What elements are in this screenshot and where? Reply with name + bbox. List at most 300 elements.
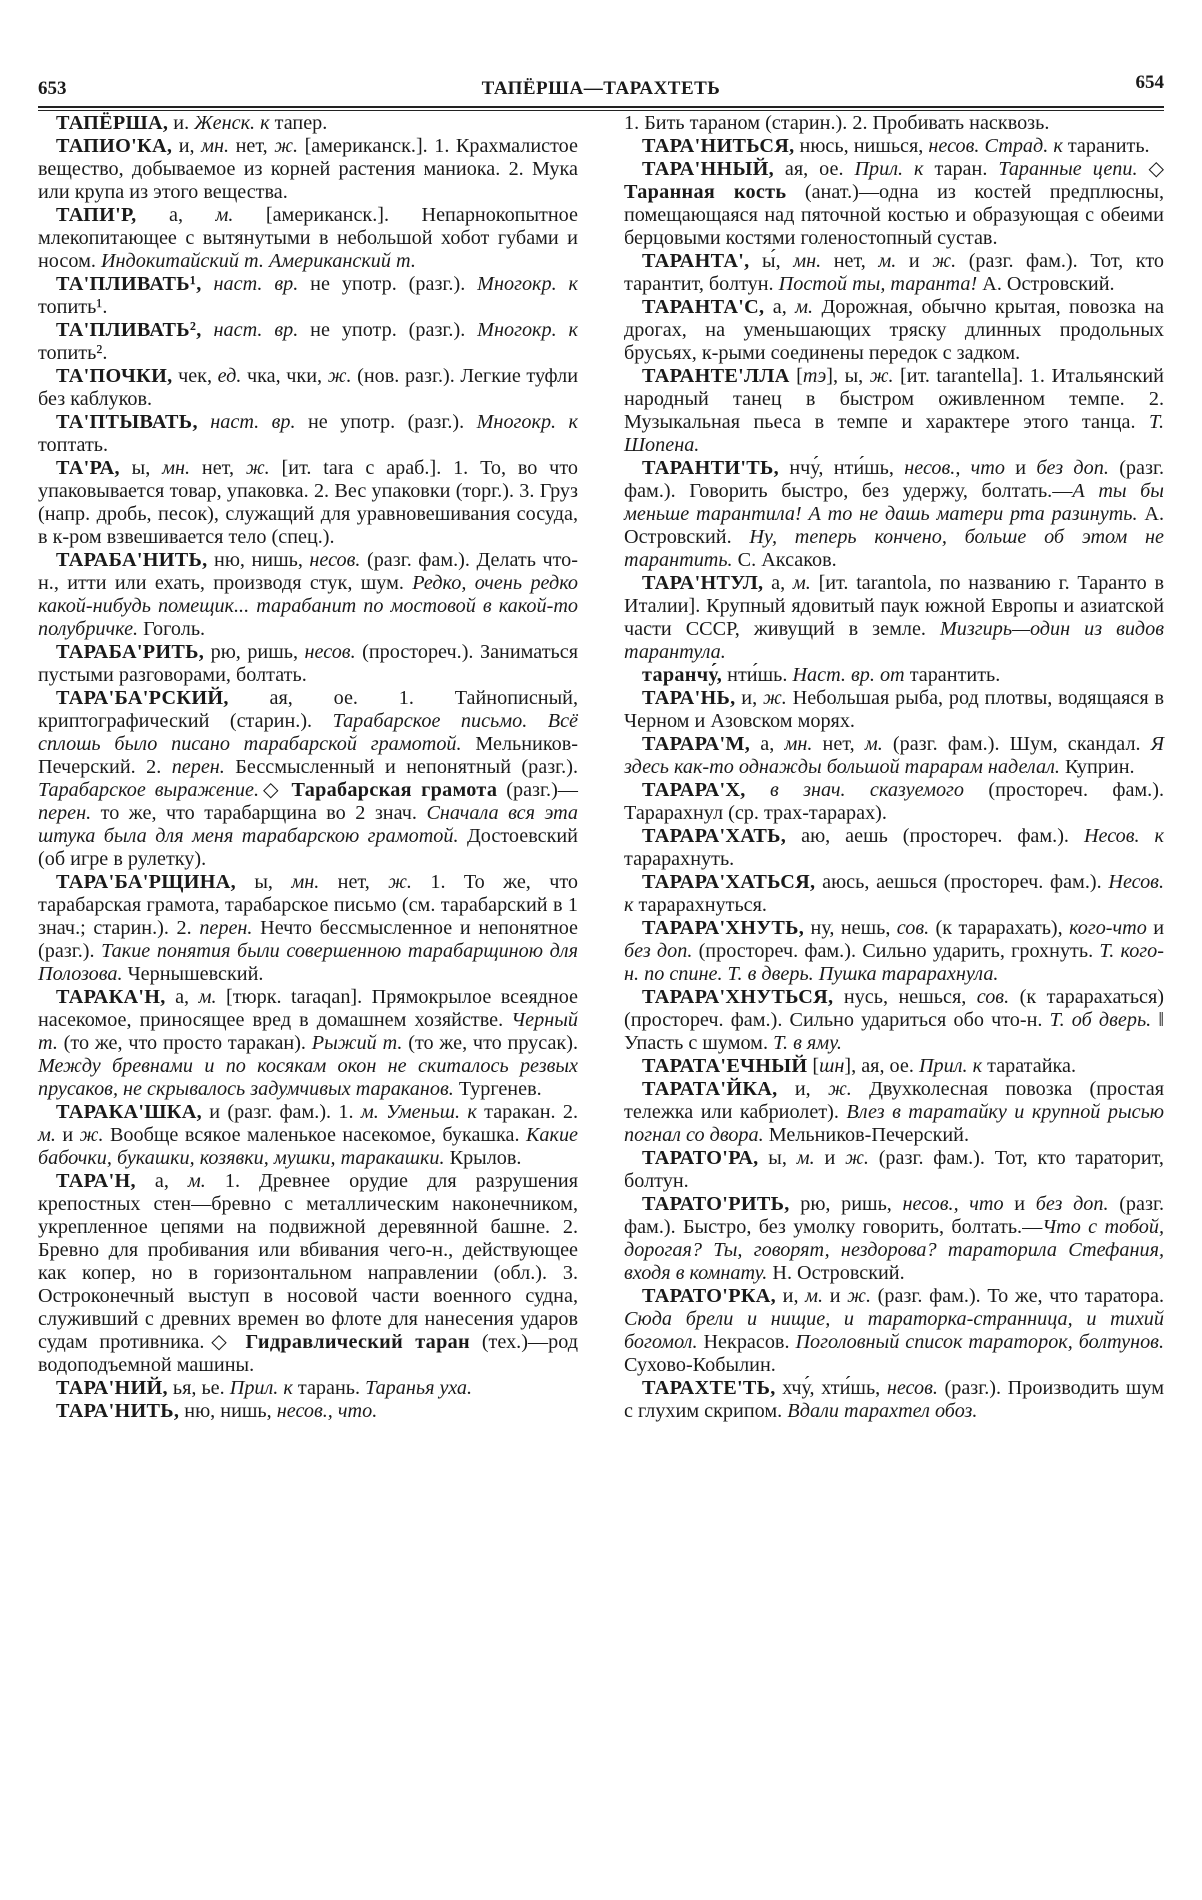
entry-italic-text: Тарабарское письмо. Всё сплошь было писано тарабарской грамотой. [38,710,578,755]
entry-text: рю, ришь, [789,1193,903,1215]
entry-text: (разг. фам.). Тот, кто тараторит, болтун. [624,1147,1164,1192]
page-number-left: 653 [38,78,67,99]
entry-italic-text: без доп. [624,940,693,962]
entry-text: [ит. tarantella]. 1. Итальянский народный танец в быстром оживленном темпе. 2. Музыкальная пьеса в темпе и характере этого танца. [624,365,1164,433]
entry-text: [ит. tarantola, по названию г. Таранто в Италии]. Крупный ядовитый паук южной Европы и азиатской части СССР, живущий в земле. [624,572,1164,640]
entry-text: ы, [758,1147,797,1169]
entry-text: и [55,1124,80,1146]
entry-italic-text: несов. Страд. [928,135,1049,157]
dictionary-entry [624,135,1164,158]
entry-text: хчу́, хти́шь, [775,1377,887,1399]
entry-text: тарань. [292,1377,366,1399]
entry-text: (простореч. фам.). Сильно ударить, грохнуть. [692,940,1100,962]
entry-headword: ТАРА'НИТЬСЯ, [642,135,795,157]
dictionary-entry [38,687,578,871]
entry-italic-text: Прил. [918,1055,968,1077]
entry-text: нет, [821,250,879,272]
entry-italic-text: м. [864,733,883,755]
entry-italic-text: сов. [976,986,1010,1008]
entry-text: ы́, [749,250,794,272]
entry-text: нет, [229,135,275,157]
entry-text: ◇ [259,779,292,801]
entry-italic-text: Я здесь как-то однажды большой тарарам наделал. [624,733,1164,778]
entry-italic-text: А ты бы меньше тарантила! А то не дашь матери рта разинуть. [624,480,1164,525]
entry-text: и [1004,457,1037,479]
entry-italic-text: Т. в яму. [773,1032,842,1054]
entry-headword: ТА'ПОЧКИ, [56,365,173,387]
entry-text: Гоголь. [138,618,206,640]
entry-text: (то же, что прусак). [402,1032,579,1054]
entry-text: а, [165,986,199,1008]
entry-italic-text: м. [187,1170,206,1192]
entry-text: а, [763,572,793,594]
entry-italic-text: несов. [309,549,361,571]
entry-text: и. [168,112,195,134]
entry-text: а, [764,296,796,318]
entry-headword: ТАПИО'КА, [56,135,173,157]
entry-text: ню, нишь, [179,1400,277,1422]
entry-italic-text: Таранные цепи. [998,158,1138,180]
entry-text: ‖ Упасть с шумом. [624,1009,1165,1054]
entry-text: топить². [38,342,108,364]
entry-text: [американск.]. 1. Крахмалистое вещество, добываемое из корней растения маниока. 2. Мука или крупа из этого вещества. [38,135,578,203]
entry-text: Вообще всякое маленькое насекомое, букашка. [103,1124,526,1146]
entry-headword: ТАРАТО'РА, [642,1147,759,1169]
entry-text: Н. Островский. [767,1262,905,1284]
entry-italic-text: перен. [38,802,92,824]
entry-headword: ТАРАТА'ЕЧНЫЙ [642,1055,808,1077]
entry-text: и, [776,1285,806,1307]
entry-text: ы, [235,871,292,893]
entry-text: (нов. разг.). Легкие туфли без каблуков. [38,365,579,410]
entry-text: аю, аешь (простореч. фам.). [786,825,1084,847]
entry-headword: ТАРАТА'ЙКА, [642,1078,778,1100]
entry-text: (разг. фам.). Делать что-н., итти или ехать, производя стук, шум. [38,549,578,594]
entry-headword: ТАРА'ННЫЙ, [642,158,774,180]
entry-italic-text: без доп. [1035,1193,1109,1215]
entry-italic-text: мн. [291,871,320,893]
entry-italic-text: ж. [869,365,894,387]
dictionary-entry [624,158,1164,250]
entry-italic-text: к [1154,825,1164,847]
dictionary-entry [624,1285,1164,1377]
entry-headword: ТАРА'БА'РСКИЙ, [56,687,229,709]
entry-text: Мельников-Печерский. 2. [38,733,578,778]
entry-italic-text: Поголовный список тараторок, болтунов. [795,1331,1164,1353]
header-rule [38,106,1164,111]
entry-headword: ТАРАНТА', [642,250,750,272]
entry-italic-text: сов. [896,917,930,939]
entry-text: (разг. фам.). То же, что таратора. [871,1285,1164,1307]
entry-text: Мельников-Печерский. [763,1124,970,1146]
entry-headword: ТАРА'БА'РЩИНА, [56,871,236,893]
dictionary-entry [38,319,578,365]
entry-text: то же, что тарабарщина во 2 знач. [91,802,427,824]
entry-italic-text: м. [792,572,811,594]
entry-text: таранить. [1062,135,1150,157]
entry-text: нет, [319,871,389,893]
entry-italic-text: Многокр. [476,411,557,433]
entry-italic-text: несов., что [902,1193,1004,1215]
entry-text: Двухколесная повозка (простая тележка или кабриолет). [624,1078,1164,1123]
entry-headword: ТАРАНТА'С, [642,296,765,318]
dictionary-entry [624,457,1164,572]
entry-italic-text: м. [198,986,217,1008]
entry-italic-text: к [972,1055,983,1077]
entry-text: ], ы, [826,365,870,387]
entry-italic-text: ж. [388,871,412,893]
entry-italic-text: кого-что [1069,917,1147,939]
entry-italic-text: ед. [217,365,242,387]
entry-text: (простореч. фам.). Тарарахнул (ср. трах-тарарах). [624,779,1164,824]
entry-italic-text: ж. [932,250,957,272]
entry-italic-text: мн. [784,733,813,755]
dictionary-entry [624,687,1164,733]
entry-italic-text: ж. [847,1285,871,1307]
entry-text: (разг. фам.). Говорить быстро, без удержу, болтать.— [624,457,1164,502]
entry-text [202,319,214,341]
entry-text: Тургенев. [453,1078,542,1100]
entry-text: чка, чки, [241,365,328,387]
dictionary-entry [38,986,578,1101]
entry-headword: Гидравлический таран [245,1331,470,1353]
entry-italic-text: наст. вр. [210,411,296,433]
dictionary-entry [624,365,1164,457]
entry-headword: ТАПИ'Р, [56,204,137,226]
entry-italic-text: несов. [304,641,356,663]
entry-text: нет, [190,457,246,479]
entry-italic-text: Несов. [1083,825,1140,847]
entry-italic-text: Женск. [194,112,256,134]
entry-text: тарантить. [904,664,1001,686]
entry-italic-text: Т. об дверь. [1049,1009,1152,1031]
dictionary-entry [38,1101,578,1170]
entry-text: Сухово-Кобылин. [624,1354,776,1376]
entry-italic-text: к [568,273,578,295]
entry-italic-text: несов., что [904,457,1005,479]
entry-text: (разг.)— [497,779,578,801]
entry-text: 1. То же, что тарабарская грамота, тарабарское письмо (см. тарабарский в 1 знач.; старин.). 2. [38,871,578,939]
entry-italic-text: Что с тобой, дорогая? Ты, говорят, нездорова? тараторила Стефания, входя в комнату. [624,1216,1164,1284]
entry-headword: ТАРА'Н, [56,1170,136,1192]
entry-italic-text: Постой ты, таранта! [778,273,978,295]
entry-headword: ТАРАРА'ХНУТЬ, [642,917,805,939]
dictionary-entry [624,825,1164,871]
entry-headword: ТАРАРА'ХНУТЬСЯ, [642,986,834,1008]
entry-italic-text: м. [805,1285,824,1307]
dictionary-entry [38,641,578,687]
entry-text: ы, [119,457,163,479]
entry-headword: Тарабарская грамота [291,779,498,801]
entry-headword: ТА'ПЛИВАТЬ², [56,319,202,341]
entry-italic-text: Наст. вр. от [792,664,905,686]
entry-headword: ТА'РА, [56,457,120,479]
entry-text: Бессмысленный и непонятный (разг.). [224,756,578,778]
entry-italic-text: Таранья уха. [365,1377,473,1399]
entry-italic-text: наст. вр. [213,273,299,295]
entry-italic-text: к [283,1377,293,1399]
entry-text: не употр. (разг.). [295,411,477,433]
entry-text: (простореч.). Заниматься пустыми разговорами, болтать. [38,641,578,686]
entry-text: ню, нишь, [207,549,310,571]
entry-italic-text: тэ [802,365,827,387]
entry-italic-text: м. [878,250,897,272]
entry-text: и (разг. фам.). 1. [201,1101,361,1123]
entry-text: и [823,1285,848,1307]
entry-text: и [896,250,933,272]
entry-headword: ТАРАНТИ'ТЬ, [642,457,780,479]
entry-text: топтать. [38,434,109,456]
entry-italic-text: Рыжий т. [311,1032,403,1054]
entry-text: (разг. фам.). Тот, кто тарантит, болтун. [624,250,1164,295]
entry-text: не употр. (разг.). [298,273,478,295]
entry-text: не употр. (разг.). [298,319,478,341]
entry-text: таракан. 2. [476,1101,578,1123]
entry-italic-text: к [914,158,924,180]
dictionary-entry [38,135,578,204]
entry-text: [ [807,1055,820,1077]
dictionary-entry [38,273,578,319]
entry-text: а, [136,204,216,226]
entry-italic-text: несов. [886,1377,938,1399]
dictionary-entry [624,779,1164,825]
entry-text: (анат.)—одна из костей предплюсны, помещающаяся над пяточной костью и образующая с обеими берцовыми костями голеностопный сустав. [624,181,1164,249]
entry-text: Нечто бессмысленное и непонятное (разг.). [38,917,578,962]
entry-italic-text: несов., что. [276,1400,378,1422]
entry-headword: ТАРАРА'ХАТЬ, [642,825,787,847]
entry-headword: ТАРА'НТУЛ, [642,572,764,594]
entry-text: Крылов. [444,1147,522,1169]
dictionary-entry [624,1078,1164,1147]
dictionary-entry [38,1400,578,1423]
page-number-right: 654 [1135,72,1164,93]
dictionary-entry [624,572,1164,664]
entry-headword: Таранная кость [624,181,787,203]
entry-text: тарарахнуть. [624,848,735,870]
entry-headword: ТАРАРА'Х, [642,779,746,801]
entry-italic-text: Ну, теперь кончено, больше об этом не тарантить. [624,526,1164,571]
dictionary-entry [624,733,1164,779]
entry-text: Дорожная, обычно крытая, повозка на дрогах, на уменьшающих тряску длинных продольных брусьях, к-рыми соединены передок с задком. [624,296,1165,364]
dictionary-entry [624,112,1164,135]
left-column [38,112,578,1423]
entry-text: [тюрк. taraqan]. Прямокрылое всеядное насекомое, приносящее вред в домашнем хозяйстве. [38,986,578,1031]
entry-text: рю, ришь, [204,641,305,663]
entry-italic-text: ж. [845,1147,869,1169]
entry-text: (разг.). Производить шум с глухим скрипом. [624,1377,1164,1422]
entry-headword: ТАРАКА'ШКА, [56,1101,202,1123]
entry-text [1140,825,1155,847]
entry-italic-text: ж. [827,1078,852,1100]
entry-headword: ТАРАТО'РИТЬ, [642,1193,790,1215]
entry-italic-text: Многокр. [477,319,557,341]
entry-italic-text: мн. [793,250,822,272]
entry-headword: ТАРАХТЕ'ТЬ, [642,1377,776,1399]
entry-text: и [1003,1193,1036,1215]
entry-text [557,319,569,341]
entry-text: чек, [172,365,218,387]
entry-italic-text: Между бревнами и по косякам окон не скиталось резвых прусаков, не скрывалось задумчивых тараканов. [38,1055,578,1100]
entry-italic-text: Многокр. [477,273,557,295]
right-column [624,112,1164,1423]
entry-text: [ит. tara с араб.]. 1. То, во что упаковывается товар, упаковка. 2. Вес упаковки (торг.). 3. Груз (напр. дробь, песок), служащий для уравновешивания сосуда, в к-ром взвешивается тело (спец.). [38,457,578,548]
entry-text: и, [735,687,763,709]
dictionary-entry [624,1147,1164,1193]
entry-headword: ТА'ПЛИВАТЬ¹, [56,273,202,295]
entry-italic-text: ж. [762,687,787,709]
entry-text: ья, ье. [167,1377,230,1399]
dictionary-entry [38,365,578,411]
entry-italic-text: Несов. [1108,871,1164,893]
entry-text: и, [172,135,202,157]
running-header [38,66,1164,106]
entry-text: и, [777,1078,828,1100]
dictionary-entry [624,664,1164,687]
entry-text: ая, ое. 1. Тайнописный, криптографический (старин.). [38,687,578,732]
entry-italic-text: мн. [201,135,230,157]
entry-text [198,411,210,433]
entry-italic-text: Вдали тарахтел обоз. [787,1400,978,1422]
entry-headword: ТАРА'НИЙ, [56,1377,168,1399]
entry-text: Куприн. [1059,756,1135,778]
entry-text: ], ая, ое. [844,1055,919,1077]
entry-text: ну, нешь, [804,917,897,939]
entry-headword: ТАРАРА'ХАТЬСЯ, [642,871,816,893]
entry-text: (то же, что просто таракан). [57,1032,312,1054]
dictionary-entry [38,1170,578,1377]
entry-italic-text: мн. [162,457,191,479]
entry-text: тапер. [269,112,328,134]
entry-text: Небольшая рыба, род плотвы, водящаяся в Черном и Азовском морях. [624,687,1164,732]
dictionary-entry [624,1055,1164,1078]
entry-italic-text: Тарабарское выражение. [38,779,260,801]
entry-text: (разг. фам.). Шум, скандал. [882,733,1151,755]
entry-italic-text: к [624,894,634,916]
entry-italic-text: в знач. сказуемого [770,779,965,801]
entry-text: нусь, нешься, [833,986,977,1008]
entry-text: А. Островский. [624,503,1164,548]
dictionary-entry [624,917,1164,986]
entry-text [556,411,568,433]
entry-italic-text: Прил. [229,1377,279,1399]
entry-headword: ТАРАБА'РИТЬ, [56,641,205,663]
entry-italic-text: к [467,1101,477,1123]
entry-italic-text: Мизгирь—один из видов тарантула. [624,618,1165,663]
entry-headword: ТАРАКА'Н, [56,986,166,1008]
entry-text: Достоевский (об игре в рулетку). [38,825,578,870]
entry-text: тарарахнуться. [633,894,767,916]
entry-text: и [1146,917,1165,939]
entry-text: (тех.)—род водоподъемной машины. [38,1331,578,1376]
entry-text [557,273,569,295]
entry-italic-text: м. [796,1147,815,1169]
entry-italic-text: Индокитайский т. Американский т. [100,250,416,272]
dictionary-entry [624,1193,1164,1285]
entry-italic-text: Какие бабочки, букашки, козявки, мушки, таракашки. [38,1124,578,1169]
entry-text: 1. Бить тараном (старин.). 2. Пробивать насквозь. [624,112,1050,134]
entry-headword: ТАРАБА'НИТЬ, [56,549,208,571]
entry-italic-text: Прил. [854,158,904,180]
entry-text: 1. Древнее орудие для разрушения крепостных стен—бревно с металлическим наконечником, укрепленное цепями на подвижной деревянной башне. 2. Бревно для пробивания или вбивания чего-н., действующее как копер, но в горизонтальном направлении (обл.). 3. Остроконечный выступ в носовой части военного судна, служивший с древних времен во флоте для нанесения ударов судам противника.◇ [38,1170,578,1353]
entry-text: а, [750,733,785,755]
entry-text [903,158,914,180]
entry-headword: ТАРАНТЕ'ЛЛА [642,365,790,387]
dictionary-entry [38,204,578,273]
entry-text: Некрасов. [697,1331,796,1353]
entry-headword: ТА'ПТЫВАТЬ, [56,411,198,433]
entry-italic-text: без доп. [1036,457,1109,479]
dictionary-entry [624,871,1164,917]
entry-text: А. Островский. [977,273,1115,295]
entry-text: топить¹. [38,296,108,318]
entry-headword: ТАРА'НИТЬ, [56,1400,180,1422]
entry-text: ая, ое. [773,158,855,180]
entry-headword: ТАРАРА'М, [642,733,751,755]
dictionary-entry [38,1377,578,1400]
entry-text: а, [135,1170,188,1192]
entry-text: нет, [812,733,865,755]
entry-text: таран. [923,158,999,180]
dictionary-entry [38,411,578,457]
entry-text: (к тарарахаться) (простореч. фам.). Сильно удариться обо что-н. [624,986,1164,1031]
entry-italic-text: Сюда брели и нищие, и тараторка-странница, и тихий богомол. [624,1308,1164,1353]
entry-italic-text: к [568,411,578,433]
entry-italic-text: ж. [79,1124,104,1146]
entry-italic-text: к [568,319,578,341]
entry-italic-text: ж. [327,365,352,387]
entry-italic-text: Такие понятия были совершенною тарабарщиною для Полозова. [38,940,578,985]
entry-italic-text: к [260,112,270,134]
entry-headword: ТАПЁРША, [56,112,169,134]
entry-italic-text: Сначала вся эта штука была для меня тарабарскою грамотой. [38,802,578,847]
entry-text: [американск.]. Непарнокопытное млекопитающее с вытянутыми в небольшой хобот губами и носом. [38,204,578,272]
entry-italic-text: м. Уменьш. [360,1101,461,1123]
dictionary-entry [38,457,578,549]
dictionary-entry [624,1377,1164,1423]
dictionary-entry [624,250,1164,296]
entry-italic-text: Черный т. [38,1009,578,1054]
entry-text: (разг. фам.). Быстро, без умолку говорить, болтать.— [624,1193,1164,1238]
entry-text: Чернышевский. [122,963,264,985]
entry-text: аюсь, аешься (простореч. фам.). [815,871,1109,893]
entry-italic-text: ж. [274,135,299,157]
entry-text: нчу́, нти́шь, [779,457,905,479]
dictionary-entry [624,986,1164,1055]
entry-headword: ТАРА'НЬ, [642,687,736,709]
dictionary-entry [38,112,578,135]
entry-text: таратайка. [982,1055,1077,1077]
entry-italic-text: м. [215,204,234,226]
running-title: ТАПЁРША—ТАРАХТЕТЬ [481,78,721,99]
entry-italic-text: к [1053,135,1063,157]
entry-text [746,779,770,801]
entry-italic-text: Влез в таратайку и крупной рысью погнал со двора. [624,1101,1164,1146]
entry-text [202,273,214,295]
entry-italic-text: м. [38,1124,56,1146]
entry-italic-text: Т. Шопена. [624,411,1164,456]
entry-italic-text: перен. [199,917,253,939]
entry-text: (к тарарахать), [929,917,1070,939]
entry-text: нюсь, нишься, [794,135,929,157]
dictionary-entry [624,296,1164,365]
entry-italic-text: Редко, очень редко какой-нибудь помещик... тарабанит по мостовой в какой-то полубричке. [38,572,578,640]
entry-text: С. Аксаков. [732,549,837,571]
entry-text: ◇ [1137,158,1164,180]
entry-headword: таранчу́, [642,664,723,686]
entry-text: и [814,1147,846,1169]
entry-italic-text: перен. [171,756,225,778]
entry-italic-text: шн [819,1055,845,1077]
